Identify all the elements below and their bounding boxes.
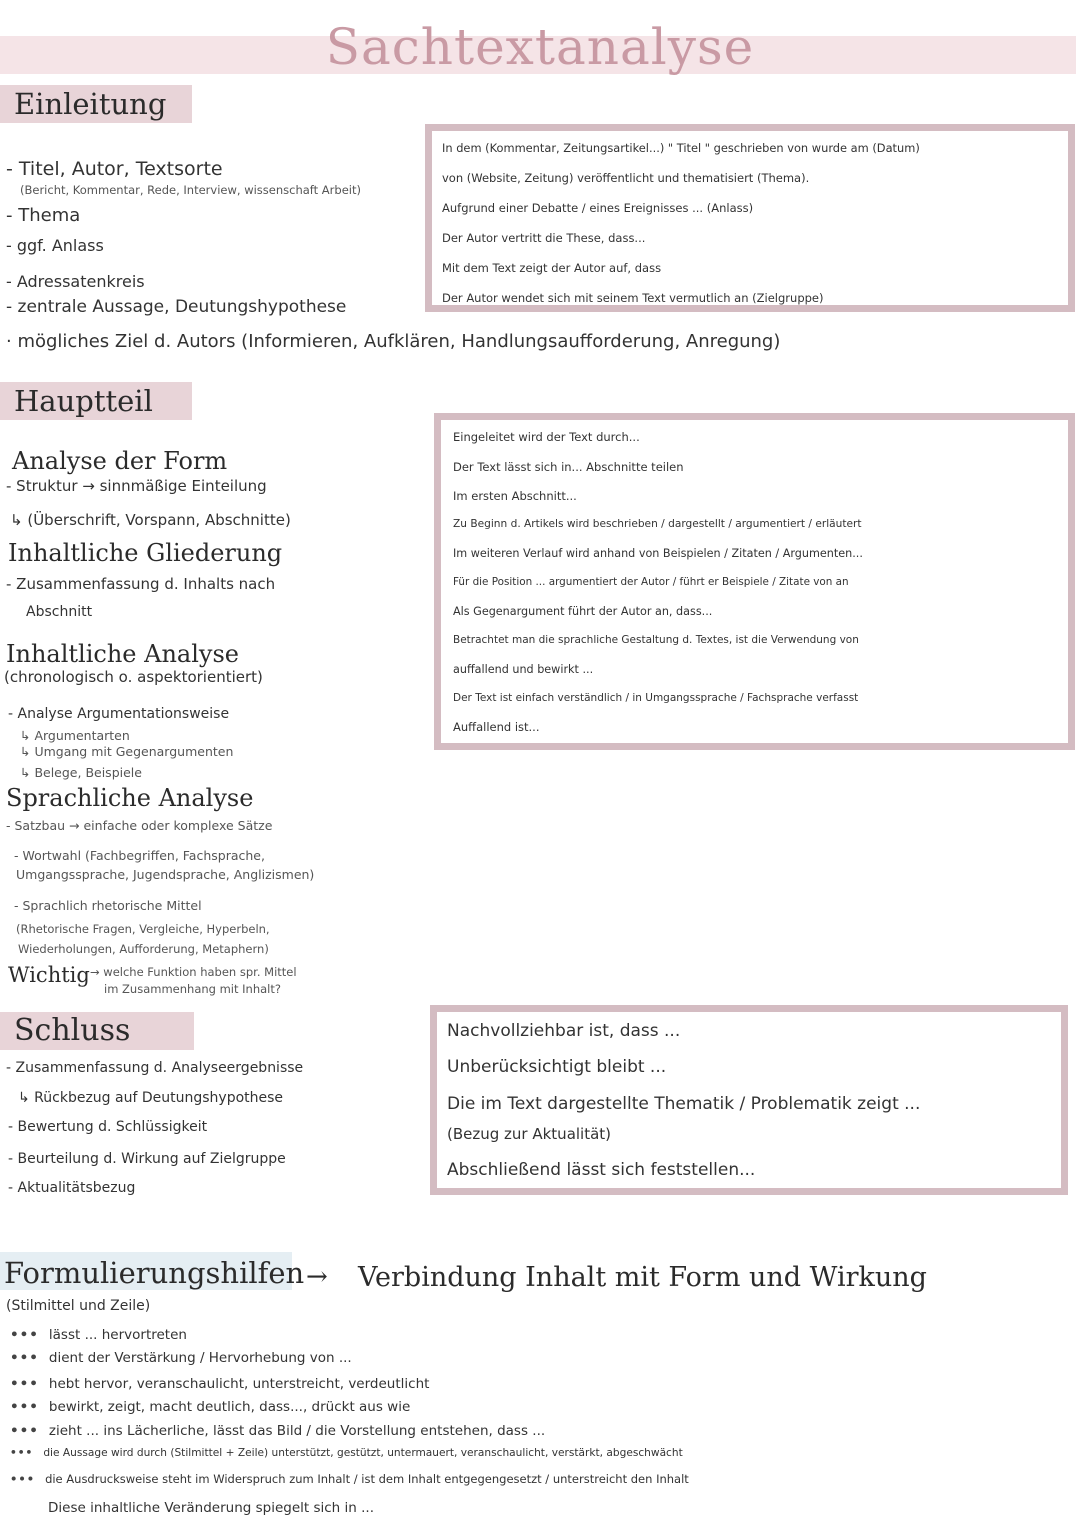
box-line: (Bezug zur Aktualität) bbox=[447, 1125, 612, 1143]
form-item: ↳ (Überschrift, Vorspann, Abschnitte) bbox=[10, 511, 291, 529]
box-line: Der Autor wendet sich mit seinem Text vermutlich an (Zielgruppe) bbox=[442, 291, 824, 305]
einleitung-item: - Titel, Autor, Textsorte bbox=[6, 158, 223, 180]
box-line: Der Text lässt sich in... Abschnitte teilen bbox=[453, 460, 684, 474]
einleitung-phrase-box bbox=[425, 124, 1075, 312]
wichtig-label: Wichtig bbox=[8, 963, 90, 987]
schluss-phrase-box bbox=[430, 1005, 1068, 1195]
einleitung-item: · mögliches Ziel d. Autors (Informieren, Aufklären, Handlungsaufforderung, Anregung) bbox=[6, 331, 781, 352]
schluss-item: - Bewertung d. Schlüssigkeit bbox=[8, 1119, 208, 1135]
formulierung-line bbox=[10, 1327, 187, 1343]
schluss-item: - Beurteilung d. Wirkung auf Zielgruppe bbox=[8, 1151, 286, 1167]
box-line: Im weiteren Verlauf wird anhand von Beispielen / Zitaten / Argumenten... bbox=[453, 547, 863, 560]
box-line: Die im Text dargestellte Thematik / Problematik zeigt ... bbox=[447, 1094, 921, 1114]
schluss-item: - Aktualitätsbezug bbox=[8, 1180, 136, 1196]
einleitung-item: - zentrale Aussage, Deutungshypothese bbox=[6, 297, 347, 317]
section-heading-einleitung: Einleitung bbox=[0, 85, 192, 123]
formulierung-line bbox=[10, 1376, 429, 1392]
box-line: Zu Beginn d. Artikels wird beschrieben / dargestellt / argumentiert / erläutert bbox=[453, 518, 862, 530]
box-line: Als Gegenargument führt der Autor an, dass... bbox=[453, 605, 713, 618]
wichtig-text: → welche Funktion haben spr. Mittel bbox=[90, 965, 297, 979]
box-line: Der Autor vertritt die These, dass... bbox=[442, 231, 646, 245]
formulierung-line bbox=[10, 1423, 545, 1439]
page-title: Sachtextanalyse bbox=[325, 18, 755, 76]
subheading-sprache: Sprachliche Analyse bbox=[6, 784, 254, 812]
schluss-item: ↳ Rückbezug auf Deutungshypothese bbox=[18, 1090, 284, 1106]
formulierung-text: bewirkt, zeigt, macht deutlich, dass..., drückt aus wie bbox=[48, 1399, 411, 1415]
sprache-item: - Satzbau → einfache oder komplexe Sätze bbox=[6, 818, 273, 833]
subheading-gliederung: Inhaltliche Gliederung bbox=[8, 539, 283, 567]
formulierung-line bbox=[10, 1472, 689, 1486]
sprache-item: (Rhetorische Fragen, Vergleiche, Hyperbeln, bbox=[16, 922, 270, 936]
bullet-dots: ••• bbox=[10, 1327, 39, 1343]
inhalt-item: ↳ Umgang mit Gegenargumenten bbox=[20, 744, 234, 759]
subheading-inhalt: Inhaltliche Analyse bbox=[6, 640, 239, 668]
formulierung-line bbox=[10, 1399, 410, 1415]
einleitung-item: - Thema bbox=[6, 205, 81, 226]
inhalt-item: ↳ Belege, Beispiele bbox=[20, 765, 142, 780]
formulierung-text: dient der Verstärkung / Hervorhebung von ... bbox=[48, 1350, 352, 1366]
box-line: Abschließend lässt sich feststellen... bbox=[447, 1160, 756, 1180]
form-item: - Struktur → sinnmäßige Einteilung bbox=[6, 477, 267, 495]
formulierung-line: Diese inhaltliche Veränderung spiegelt sich in ... bbox=[48, 1500, 375, 1516]
sprache-item: Wiederholungen, Aufforderung, Metaphern) bbox=[18, 942, 269, 956]
bullet-dots: ••• bbox=[10, 1399, 39, 1415]
box-line: auffallend und bewirkt ... bbox=[453, 663, 594, 676]
box-line: Eingeleitet wird der Text durch... bbox=[453, 430, 640, 444]
sprache-item: - Wortwahl (Fachbegriffen, Fachsprache, bbox=[14, 848, 265, 863]
box-line: Mit dem Text zeigt der Autor auf, dass bbox=[442, 261, 662, 275]
box-line: Im ersten Abschnitt... bbox=[453, 489, 577, 503]
sprache-item: - Sprachlich rhetorische Mittel bbox=[14, 898, 202, 913]
sprache-item: Umgangssprache, Jugendsprache, Anglizismen) bbox=[16, 867, 315, 882]
bullet-dots: ••• bbox=[10, 1423, 39, 1439]
box-line: In dem (Kommentar, Zeitungsartikel...) " Titel " geschrieben von wurde am (Datum) bbox=[442, 141, 920, 155]
inhalt-item: - Analyse Argumentationsweise bbox=[8, 706, 230, 722]
box-line: Nachvollziehbar ist, dass ... bbox=[447, 1021, 681, 1041]
schluss-item: - Zusammenfassung d. Analyseergebnisse bbox=[6, 1060, 304, 1076]
hauptteil-phrase-box bbox=[434, 413, 1075, 750]
box-line: Für die Position ... argumentiert der Autor / führt er Beispiele / Zitate von an bbox=[453, 576, 849, 588]
box-line: Unberücksichtigt bleibt ... bbox=[447, 1057, 667, 1077]
formulierung-line bbox=[10, 1350, 352, 1366]
formulierung-text: zieht ... ins Lächerliche, lässt das Bild / die Vorstellung entstehen, dass ... bbox=[48, 1423, 546, 1439]
formulierung-text: die Ausdrucksweise steht im Widerspruch zum Inhalt / ist dem Inhalt entgegengesetzt / unterstreicht den Inhalt bbox=[45, 1472, 689, 1486]
einleitung-item: - Adressatenkreis bbox=[6, 272, 145, 291]
formulierung-note: (Stilmittel und Zeile) bbox=[6, 1298, 151, 1314]
box-line: Aufgrund einer Debatte / eines Ereignisses ... (Anlass) bbox=[442, 201, 754, 215]
bullet-dots: ••• bbox=[10, 1472, 36, 1486]
bullet-dots: ••• bbox=[10, 1350, 39, 1366]
section-heading-formulierung: Formulierungshilfen bbox=[4, 1256, 305, 1290]
formulierung-text: die Aussage wird durch (Stilmittel + Zeile) unterstützt, gestützt, untermauert, veranschaulicht, verstärkt, abgeschwächt bbox=[43, 1447, 683, 1459]
bullet-dots: ••• bbox=[10, 1447, 34, 1459]
box-line: Auffallend ist... bbox=[453, 720, 540, 734]
inhalt-item: ↳ Argumentarten bbox=[20, 728, 130, 743]
section-heading-hauptteil: Hauptteil bbox=[0, 382, 192, 420]
formulierung-text: hebt hervor, veranschaulicht, unterstreicht, verdeutlicht bbox=[48, 1376, 430, 1392]
einleitung-item: (Bericht, Kommentar, Rede, Interview, wissenschaft Arbeit) bbox=[20, 183, 361, 197]
formulierung-arrow: → bbox=[306, 1262, 328, 1292]
formulierung-subtitle: Verbindung Inhalt mit Form und Wirkung bbox=[358, 1262, 927, 1293]
wichtig-text: im Zusammenhang mit Inhalt? bbox=[104, 982, 281, 996]
section-heading-schluss: Schluss bbox=[0, 1012, 194, 1050]
box-line: Der Text ist einfach verständlich / in Umgangssprache / Fachsprache verfasst bbox=[453, 692, 859, 704]
formulierung-text: lässt ... hervortreten bbox=[48, 1327, 187, 1343]
einleitung-item: - ggf. Anlass bbox=[6, 236, 104, 255]
gliederung-item: Abschnitt bbox=[26, 604, 93, 620]
box-line: Betrachtet man die sprachliche Gestaltung d. Textes, ist die Verwendung von bbox=[453, 634, 859, 646]
bullet-dots: ••• bbox=[10, 1376, 39, 1392]
inhalt-note: (chronologisch o. aspektorientiert) bbox=[4, 668, 263, 686]
gliederung-item: - Zusammenfassung d. Inhalts nach bbox=[6, 575, 276, 593]
box-line: von (Website, Zeitung) veröffentlicht und thematisiert (Thema). bbox=[442, 171, 810, 185]
formulierung-line bbox=[10, 1447, 683, 1459]
subheading-form: Analyse der Form bbox=[12, 447, 228, 475]
